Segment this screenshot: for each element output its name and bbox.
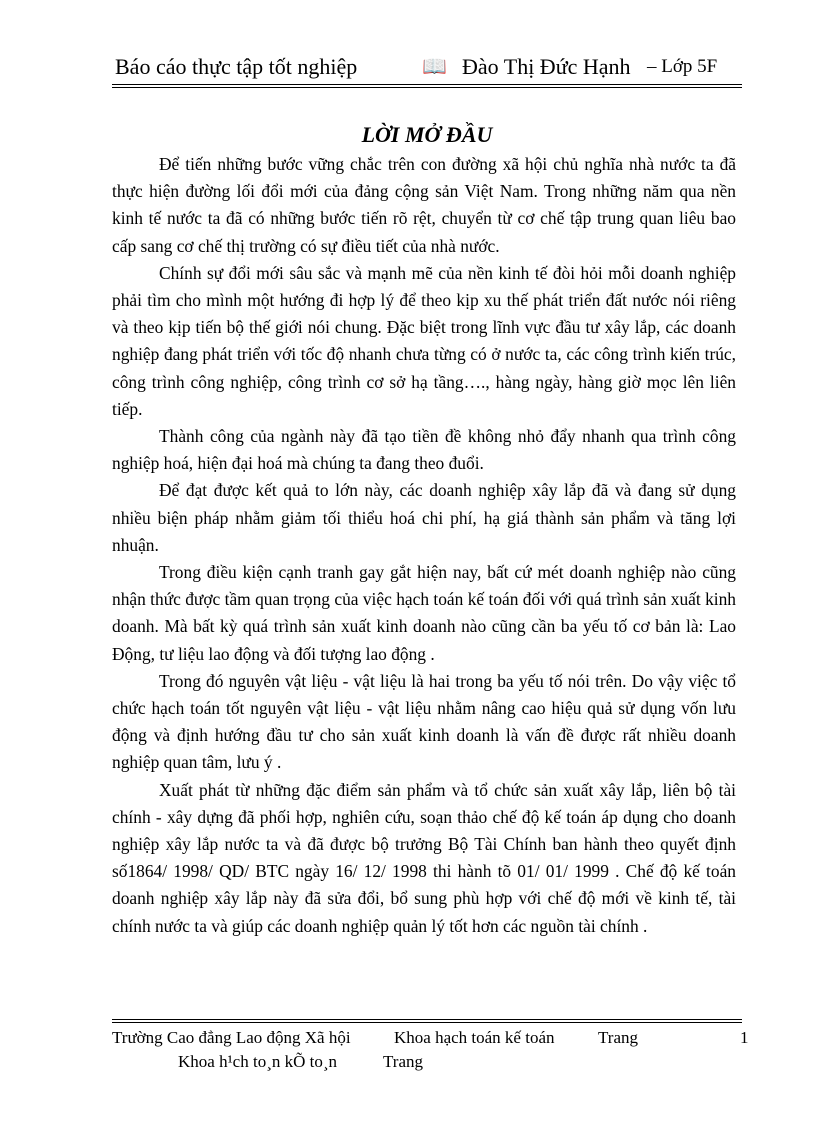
footer-department: Khoa hạch toán kế toán xyxy=(394,1028,555,1047)
paragraph: Xuất phát từ những đặc điểm sản phẩm và tổ chức sản xuất xây lắp, liên bộ tài chính - xây dựng đã phối hợp, nghiên cứu, soạn thảo chế độ kế toán áp dụng cho doanh nghiệp xây lắp nước ta và đã được bộ trưởng Bộ Tài Chính ban hành theo quyết định số1864/ 1998/ QD/ BTC ngày 16/ 12/ 1998 thi hành tõ 01/ 01/ 1999 . Chế độ kế toán doanh nghiệp xây lắp này đã sửa đổi, bổ sung phù hợp với chế độ mới về kinh tế, tài chính nước ta và giúp các doanh nghiệp quản lý tốt hơn các nguồn tài chính . xyxy=(112,779,736,936)
paragraph: Chính sự đổi mới sâu sắc và mạnh mẽ của nền kinh tế đòi hỏi mỗi doanh nghiệp phải tìm cho mình một hướng đi hợp lý để theo kịp xu thế phát triển đất nước nói riêng và theo kịp tiến bộ thế giới nói chung. Đặc biệt trong lĩnh vực đầu tư xây lắp, các doanh nghiệp đang phát triển với tốc độ nhanh chưa từng có ở nước ta, các công trình kiến trúc, công trình công nghiệp, công trình cơ sở hạ tầng…., hàng ngày, hàng giờ mọc lên liên tiếp. xyxy=(112,262,736,419)
book-icon: 📖 xyxy=(422,56,447,78)
footer-department-garbled: Khoa h¹ch to¸n kÕ to¸n xyxy=(178,1052,338,1071)
body-text xyxy=(112,151,736,940)
footer-divider xyxy=(112,1019,742,1023)
paragraph: Trong đó nguyên vật liệu - vật liệu là hai trong ba yếu tố nói trên. Do vậy việc tổ chức hạch toán tốt nguyên vật liệu - vật liệu nhằm nâng cao hiệu quả sử dụng vốn lưu động và định hướng đầu tư cho sản xuất kinh doanh là vấn đề được rất nhiều doanh nghiệp quan tâm, lưu ý . xyxy=(112,670,736,773)
report-title: Báo cáo thực tập tốt nghiệp xyxy=(115,54,358,79)
class-label: – Lớp 5F xyxy=(647,56,718,77)
paragraph: Để tiến những bước vững chắc trên con đường xã hội chủ nghĩa nhà nước ta đã thực hiện đường lối đổi mới của đảng cộng sản Việt Nam. Trong những năm qua nền kinh tế nước ta đã có những bước tiến rõ rệt, chuyển từ cơ chế tập trung quan liêu bao cấp sang cơ chế thị trường có sự điều tiết của nhà nước. xyxy=(112,154,736,256)
footer-page-label: Trang xyxy=(598,1028,638,1047)
page-title: LỜI MỞ ĐẦU xyxy=(361,122,493,147)
paragraph: Trong điều kiện cạnh tranh gay gắt hiện nay, bất cứ mét doanh nghiệp nào cũng nhận thức được tầm quan trọng của việc hạch toán kế toán đối với quá trình sản xuất kinh doanh. Mà bất kỳ quá trình sản xuất kinh doanh nào cũng cần ba yếu tố cơ bản là: Lao Động, tư liệu lao động và đối tượng lao động . xyxy=(112,562,736,664)
author-name: Đào Thị Đức Hạnh xyxy=(462,54,631,79)
header-divider xyxy=(112,84,742,88)
footer-line-2 xyxy=(178,1052,423,1072)
footer-page-number: 1 xyxy=(740,1028,749,1047)
paragraph: Để đạt được kết quả to lớn này, các doanh nghiệp xây lắp đã và đang sử dụng nhiều biện pháp nhằm giảm tối thiểu hoá chi phí, hạ giá thành sản phẩm và tăng lợi nhuận. xyxy=(112,480,736,555)
page-header xyxy=(112,50,742,86)
footer-page-label-2: Trang xyxy=(383,1052,423,1071)
paragraph: Thành công của ngành này đã tạo tiền đề không nhỏ đẩy nhanh qua trình công nghiệp hoá, hiện đại hoá mà chúng ta đang theo đuổi. xyxy=(112,426,736,474)
footer-school: Trường Cao đẳng Lao động Xã hội xyxy=(112,1028,351,1047)
